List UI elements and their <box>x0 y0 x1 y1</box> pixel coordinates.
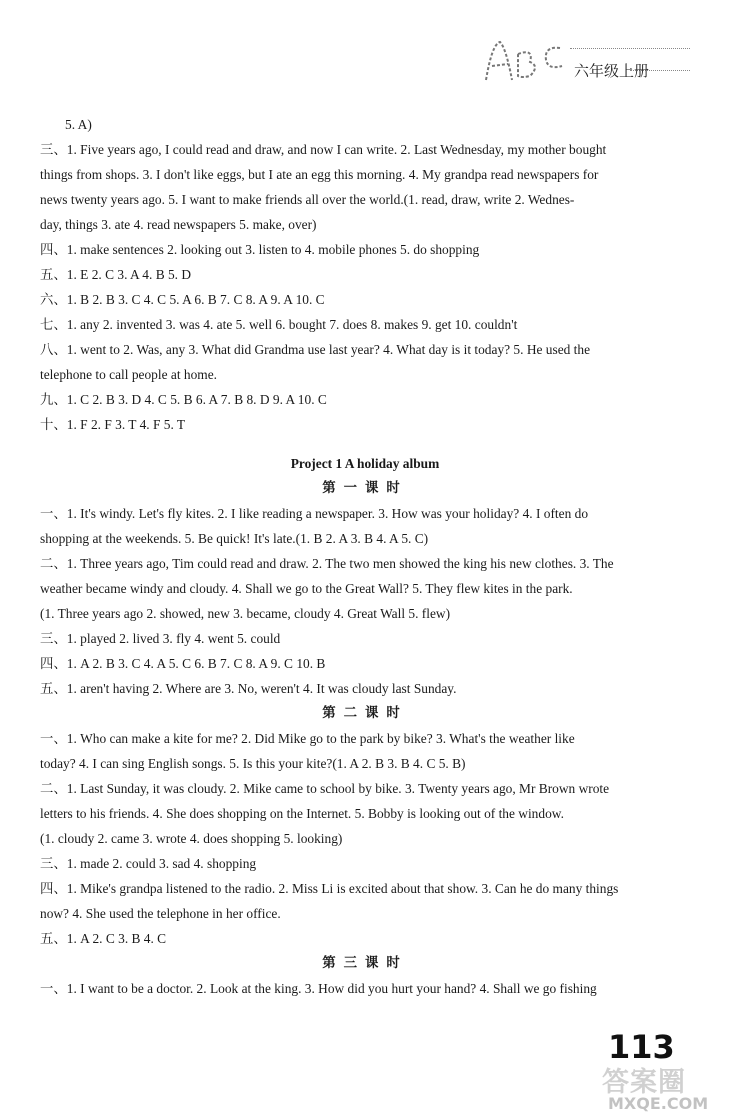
project-title: Project 1 A holiday album <box>290 456 440 471</box>
header-rule-top <box>570 48 690 49</box>
answer-line: 七、1. any 2. invented 3. was 4. ate 5. well 6. bought 7. does 8. makes 9. get 10. couldn't <box>40 317 518 332</box>
watermark-logo: 答案圈 <box>602 1067 686 1098</box>
grade-label: 六年级上册 <box>574 62 650 80</box>
answer-line: 三、1. Five years ago, I could read and draw, and now I can write. 2. Last Wednesday, my mother bought <box>40 142 607 157</box>
lesson-1-title: 第一课时 <box>322 481 408 496</box>
answer-line: 二、1. Three years ago, Tim could read and draw. 2. The two men showed the king his new clothes. 3. The <box>40 556 614 571</box>
answer-line: 一、1. I want to be a doctor. 2. Look at the king. 3. How did you hurt your hand? 4. Shall we go fishing <box>40 981 597 996</box>
answer-line: weather became windy and cloudy. 4. Shall we go to the Great Wall? 5. They flew kites in the park. <box>40 581 573 596</box>
answer-line: 六、1. B 2. B 3. C 4. C 5. A 6. B 7. C 8. A 9. A 10. C <box>40 292 325 307</box>
answer-line: 四、1. A 2. B 3. C 4. A 5. C 6. B 7. C 8. A 9. C 10. B <box>40 656 326 671</box>
answer-line: 五、1. E 2. C 3. A 4. B 5. D <box>40 267 192 282</box>
abc-logo-icon <box>478 34 578 86</box>
answer-line: things from shops. 3. I don't like eggs, but I ate an egg this morning. 4. My grandpa read newspapers for <box>40 167 599 182</box>
answer-line: 十、1. F 2. F 3. T 4. F 5. T <box>40 417 186 432</box>
lesson-3-title: 第三课时 <box>322 956 408 971</box>
answer-line: shopping at the weekends. 5. Be quick! It's late.(1. B 2. A 3. B 4. A 5. C) <box>40 531 429 546</box>
page-header <box>470 30 690 90</box>
answer-line: now? 4. She used the telephone in her office. <box>40 906 281 921</box>
answer-line: 三、1. made 2. could 3. sad 4. shopping <box>40 856 257 871</box>
watermark-site: MXQE.COM <box>608 1094 709 1113</box>
answer-line: 九、1. C 2. B 3. D 4. C 5. B 6. A 7. B 8. D 9. A 10. C <box>40 392 327 407</box>
answer-line: news twenty years ago. 5. I want to make friends all over the world.(1. read, draw, write 2. Wednes- <box>40 192 575 207</box>
answer-line: telephone to call people at home. <box>40 367 217 382</box>
answer-line: 五、1. A 2. C 3. B 4. C <box>40 931 167 946</box>
answer-line: 一、1. Who can make a kite for me? 2. Did Mike go to the park by bike? 3. What's the weather like <box>40 731 575 746</box>
answer-line: 五、1. aren't having 2. Where are 3. No, weren't 4. It was cloudy last Sunday. <box>40 681 457 696</box>
answer-line: 四、1. make sentences 2. looking out 3. listen to 4. mobile phones 5. do shopping <box>40 242 480 257</box>
answer-line: 5. A) <box>65 117 92 132</box>
lesson-2-title: 第二课时 <box>322 706 408 721</box>
page-number: 113 <box>608 1028 675 1066</box>
answer-line: 三、1. played 2. lived 3. fly 4. went 5. could <box>40 631 281 646</box>
answer-line: day, things 3. ate 4. read newspapers 5. make, over) <box>40 217 317 232</box>
answer-line: letters to his friends. 4. She does shopping on the Internet. 5. Bobby is looking out of the window. <box>40 806 564 821</box>
answer-line: 一、1. It's windy. Let's fly kites. 2. I like reading a newspaper. 3. How was your holiday? 4. I often do <box>40 506 589 521</box>
answer-line: 四、1. Mike's grandpa listened to the radio. 2. Miss Li is excited about that show. 3. Can he do many things <box>40 881 619 896</box>
answer-line: (1. Three years ago 2. showed, new 3. became, cloudy 4. Great Wall 5. flew) <box>40 606 451 621</box>
answer-line: 八、1. went to 2. Was, any 3. What did Grandma use last year? 4. What day is it today? 5. He used the <box>40 342 591 357</box>
answer-line: today? 4. I can sing English songs. 5. Is this your kite?(1. A 2. B 3. B 4. C 5. B) <box>40 756 466 771</box>
answer-content <box>40 112 690 1001</box>
answer-line: 二、1. Last Sunday, it was cloudy. 2. Mike came to school by bike. 3. Twenty years ago, Mr Brown wrote <box>40 781 610 796</box>
answer-line: (1. cloudy 2. came 3. wrote 4. does shopping 5. looking) <box>40 831 343 846</box>
